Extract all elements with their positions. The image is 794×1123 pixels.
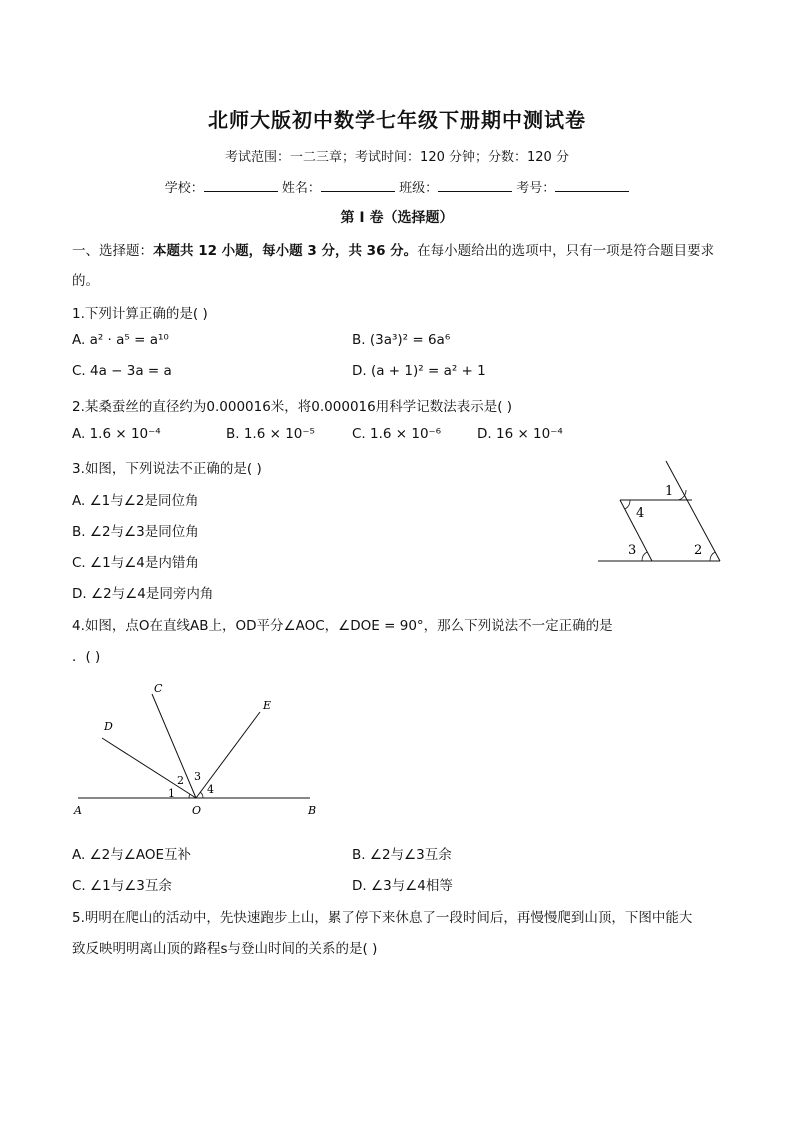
- q4-option-b[interactable]: B. ∠2与∠3互余: [352, 847, 452, 863]
- q4-label-c: C: [154, 682, 163, 695]
- instructions-prefix: 一、选择题：: [72, 243, 153, 259]
- q1-option-c[interactable]: C. 4a − 3a = a: [72, 363, 172, 379]
- q3-angle-3-arc: [642, 552, 647, 561]
- student-fields: [0, 177, 794, 196]
- q5-stem-line2: 致反映明明离山顶的路程s与登山时间的关系的是( ): [72, 941, 378, 957]
- q3-angle-2-arc: [710, 552, 715, 561]
- q3-label-4: 4: [636, 506, 645, 521]
- q3-figure: [590, 455, 730, 570]
- q4-stem-line2: ．( ): [72, 649, 101, 665]
- q1-option-a[interactable]: A. a² · a⁵ = a¹⁰: [72, 332, 169, 348]
- q4-label-b: B: [308, 804, 317, 817]
- number-blank[interactable]: [555, 179, 629, 192]
- q3-option-a[interactable]: A. ∠1与∠2是同位角: [72, 493, 199, 509]
- q3-option-d[interactable]: D. ∠2与∠4是同旁内角: [72, 586, 214, 602]
- q4-label-d: D: [104, 720, 113, 733]
- q4-label-3: 3: [194, 770, 201, 783]
- q4-label-o: O: [192, 804, 202, 817]
- instructions-line2: 的。: [72, 273, 99, 289]
- q2-option-b[interactable]: B. 1.6 × 10⁻⁵: [226, 426, 315, 442]
- q4-stem: 4.如图，点O在直线AB上，OD平分∠AOC，∠DOE = 90°，那么下列说法不一定正确的是: [72, 618, 613, 634]
- q4-figure: [70, 676, 330, 821]
- q3-option-b[interactable]: B. ∠2与∠3是同位角: [72, 524, 199, 540]
- q3-label-2: 2: [694, 543, 703, 558]
- q1-option-d[interactable]: D. (a + 1)² = a² + 1: [352, 363, 486, 379]
- q3-label-1: 1: [665, 484, 674, 499]
- name-blank[interactable]: [321, 179, 395, 192]
- q2-stem: 2.某桑蚕丝的直径约为0.000016米，将0.000016用科学记数法表示是( ): [72, 399, 513, 415]
- q4-option-c[interactable]: C. ∠1与∠3互余: [72, 878, 172, 894]
- q1-stem: 1.下列计算正确的是( ): [72, 306, 208, 322]
- q4-label-1: 1: [168, 787, 175, 800]
- instructions-rest: 在每小题给出的选项中，只有一项是符合题目要求: [417, 243, 715, 259]
- q4-label-a: A: [74, 804, 82, 817]
- number-label: 考号：: [516, 181, 556, 196]
- q2-option-c[interactable]: C. 1.6 × 10⁻⁶: [352, 426, 442, 442]
- q3-option-c[interactable]: C. ∠1与∠4是内错角: [72, 555, 199, 571]
- q4-angle-arc-1: [189, 794, 190, 798]
- instructions-line1: [72, 239, 714, 259]
- section-title: 第 I 卷（选择题）: [340, 210, 454, 226]
- q4-label-e: E: [263, 699, 272, 712]
- q4-ray-od: [102, 738, 196, 798]
- school-blank[interactable]: [204, 179, 278, 192]
- school-label: 学校：: [164, 181, 204, 196]
- q4-angle-arc-4: [200, 792, 203, 798]
- q5-stem: 5.明明在爬山的活动中，先快速跑步上山，累了停下来休息了一段时间后，再慢慢爬到山顶，下图中能大: [72, 910, 693, 926]
- exam-info: 考试范围：一二三章；考试时间：120 分钟；分数：120 分: [225, 150, 569, 165]
- class-label: 班级：: [399, 181, 439, 196]
- q4-ray-oe: [196, 712, 260, 798]
- q2-option-d[interactable]: D. 16 × 10⁻⁴: [477, 426, 563, 442]
- q4-label-4: 4: [207, 783, 214, 796]
- page-title: 北师大版初中数学七年级下册期中测试卷: [208, 108, 586, 132]
- q4-ray-oc: [152, 694, 196, 798]
- q1-option-b[interactable]: B. (3a³)² = 6a⁶: [352, 332, 451, 348]
- q4-option-d[interactable]: D. ∠3与∠4相等: [352, 878, 453, 894]
- q3-angle-4-arc: [625, 500, 630, 509]
- instructions-bold: 本题共 12 小题，每小题 3 分，共 36 分。: [153, 243, 418, 259]
- q3-stem: 3.如图，下列说法不正确的是( ): [72, 461, 262, 477]
- q4-option-a[interactable]: A. ∠2与∠AOE互补: [72, 847, 192, 863]
- q2-option-a[interactable]: A. 1.6 × 10⁻⁴: [72, 426, 161, 442]
- q4-label-2: 2: [177, 774, 184, 787]
- q3-right-transversal: [666, 461, 720, 561]
- class-blank[interactable]: [438, 179, 512, 192]
- q3-label-3: 3: [628, 543, 637, 558]
- name-label: 姓名：: [281, 181, 321, 196]
